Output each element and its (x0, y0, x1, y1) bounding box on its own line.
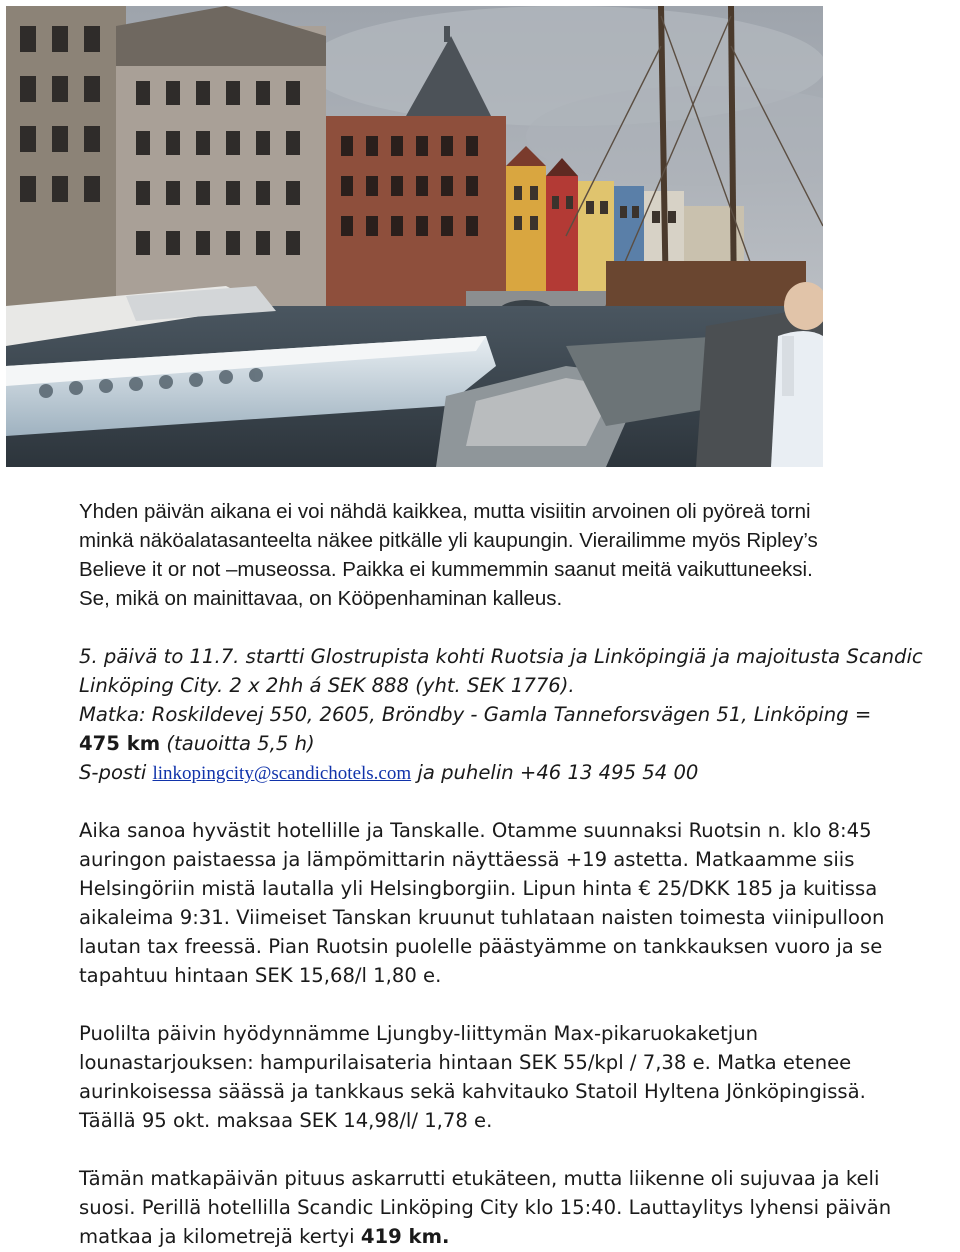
contact-line (79, 758, 952, 788)
distance-line (79, 729, 952, 758)
summary-paragraph (79, 1164, 952, 1251)
canal-harbour-photo (6, 6, 823, 467)
text-line: auringon paistaessa ja lämpömittarin näyttäessä +19 astetta. Matkaamme siis (79, 848, 855, 871)
route-line: Matka: Roskildevej 550, 2605, Bröndby - Gamla Tanneforsvägen 51, Linköping = (79, 703, 872, 726)
text-line: Tämän matkapäivän pituus askarrutti etukäteen, mutta liikenne oli sujuvaa ja keli (79, 1167, 880, 1190)
text-line: tapahtuu hintaan SEK 15,68/l 1,80 e. (79, 964, 442, 987)
intro-paragraph (79, 497, 952, 613)
text-line: lautan tax freessä. Pian Ruotsin puolelle päästyämme on tankkauksen vuoro ja se (79, 935, 883, 958)
distance-value: 475 km (79, 732, 161, 755)
total-distance-label: matkaa ja kilometrejä kertyi (79, 1225, 361, 1248)
text-line: lounastarjouksen: hampurilaisateria hintaan SEK 55/kpl / 7,38 e. Matka etenee (79, 1051, 852, 1074)
text-line: suosi. Perillä hotellilla Scandic Linköping City klo 15:40. Lauttaylitys lyhensi päivän (79, 1196, 892, 1219)
hotel-price-line: Linköping City. 2 x 2hh á SEK 888 (yht. SEK 1776). (79, 674, 575, 697)
text-line: Helsingöriin mistä lautalla yli Helsingborgiin. Lipun hinta € 25/DKK 185 ja kuitissa (79, 877, 878, 900)
text-line: aikaleima 9:31. Viimeiset Tanskan kruunut tuhlataan naisten toimesta viinipulloon (79, 906, 885, 929)
text-line: Täällä 95 okt. maksaa SEK 14,98/l/ 1,78 e. (79, 1109, 493, 1132)
total-distance-line (79, 1222, 952, 1251)
lunch-paragraph (79, 1019, 952, 1135)
total-distance-value: 419 km. (360, 1225, 450, 1248)
phone-text: ja puhelin +46 13 495 54 00 (411, 761, 699, 784)
text-line: Aika sanoa hyvästit hotellille ja Tanskalle. Otamme suunnaksi Ruotsin n. klo 8:45 (79, 819, 872, 842)
distance-note: (tauoitta 5,5 h) (160, 732, 315, 755)
text-line: aurinkoisessa säässä ja tankkaus sekä kahvitauko Statoil Hyltena Jönköpingissä. (79, 1080, 866, 1103)
text-line: Believe it or not –museossa. Paikka ei kummemmin saanut meitä vaikuttuneeksi. (79, 558, 813, 581)
day-heading: 5. päivä to 11.7. startti Glostrupista kohti Ruotsia ja Linköpingiä ja majoitusta Scandic (79, 645, 923, 668)
ferry-paragraph (79, 816, 952, 990)
email-label: S-posti (79, 761, 153, 784)
text-line: Se, mikä on mainittavaa, on Kööpenhaminan kalleus. (79, 587, 563, 610)
text-line: Puolilta päivin hyödynnämme Ljungby-liittymän Max-pikaruokaketjun (79, 1022, 759, 1045)
text-line: minkä näköalatasanteelta näkee pitkälle yli kaupungin. Vierailimme myös Ripley’s (79, 529, 818, 552)
text-line: Yhden päivän aikana ei voi nähdä kaikkea, mutta visiitin arvoinen oli pyöreä torni (79, 500, 811, 523)
day-header-paragraph (79, 642, 952, 788)
email-link[interactable]: linkopingcity@scandichotels.com (152, 763, 412, 784)
